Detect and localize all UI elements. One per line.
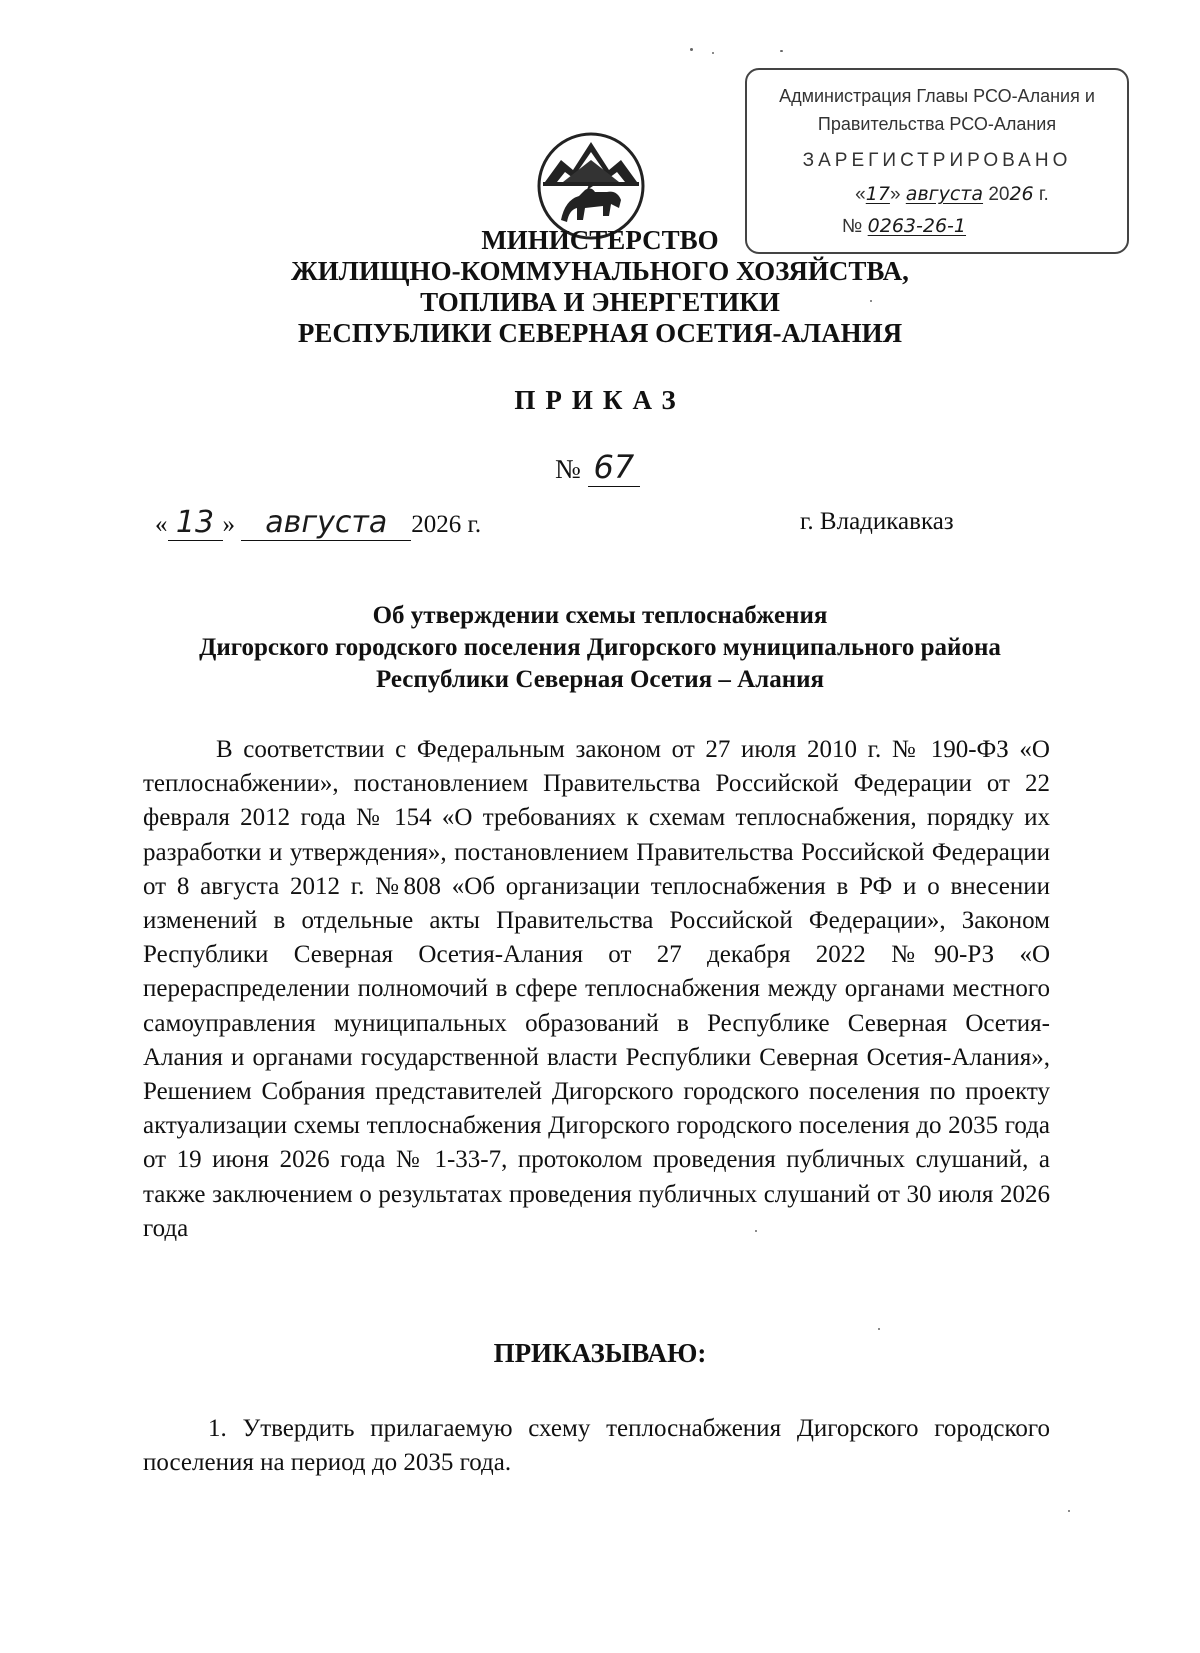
stamp-date-sep: »	[889, 184, 901, 205]
stamp-date	[777, 183, 1127, 206]
preamble-paragraph: В соответствии с Федеральным законом от 27 июля 2010 г. № 190-ФЗ «О теплоснабжении», постановлением Правительства Российской Федерации от 22 февраля 2012 года № 154 «О требованиях к схемам теплоснабжения, порядку их разработки и утверждения», постановлением Правительства Российской Федерации от 8 августа 2012 г. №808 «Об организации теплоснабжения в РФ и о внесении изменений в отдельные акты Правительства Российской Федерации», Законом Республики Северная Осетия-Алания от 27 декабря 2022 №90-РЗ «О перераспределении полномочий в сфере теплоснабжения между органами местного самоуправления муниципальных образований в Республике Северная Осетия-Алания и органами государственной власти Республики Северная Осетия-Алания», Решением Собрания представителей Дигорского городского поселения по проекту актуализации схемы теплоснабжения Дигорского городского поселения до 2035 года от 19 июня 2026 года № 1-33-7, протоколом проведения публичных слушаний, а также заключением о результатах проведения публичных слушаний от 30 июля 2026 года	[143, 736, 1050, 1242]
order-date-close: »	[222, 511, 235, 538]
header-line2: ЖИЛИЩНО-КОММУНАЛЬНОГО ХОЗЯЙСТВА,	[291, 256, 909, 286]
stamp-date-open: «	[855, 184, 866, 205]
order-date-month: августа	[241, 505, 411, 541]
order-number	[555, 448, 640, 486]
scan-speck	[780, 50, 783, 52]
order-date	[155, 505, 481, 541]
subject-line2: Дигорского городского поселения Дигорского муниципального района	[199, 634, 1001, 661]
stamp-line1: Администрация Главы РСО-Алания и	[779, 86, 1095, 106]
scan-speck	[755, 1230, 757, 1232]
stamp-number-value: 0263-26-1	[867, 215, 967, 237]
scan-speck	[1068, 1510, 1070, 1512]
command-heading: ПРИКАЗЫВАЮ:	[493, 1338, 707, 1368]
order-number-prefix: №	[555, 454, 581, 484]
stamp-line2: Правительства РСО-Алания	[817, 114, 1057, 134]
scan-speck	[878, 1328, 880, 1330]
stamp-number-prefix: №	[842, 216, 863, 237]
subject-line3: Республики Северная Осетия – Алания	[375, 666, 825, 693]
subject-line1: Об утверждении схемы теплоснабжения	[372, 602, 828, 629]
header-line1: МИНИСТЕРСТВО	[481, 225, 719, 255]
stamp-status: ЗАРЕГИСТРИРОВАНО	[802, 150, 1072, 171]
order-number-value: 67	[588, 448, 641, 487]
order-date-day: 13	[168, 505, 223, 541]
stamp-date-day: 17	[865, 183, 890, 205]
order-city: г. Владикавказ	[800, 508, 954, 535]
order-title: ПРИКАЗ	[514, 385, 686, 415]
scan-speck	[690, 48, 693, 51]
order-subject	[100, 600, 1100, 696]
stamp-date-month: августа	[905, 183, 984, 205]
order-item: 1. Утвердить прилагаемую схему теплоснабжения Дигорского городского поселения на период до 2035 года.	[143, 1415, 1050, 1476]
stamp-date-year-suffix: г.	[1033, 184, 1049, 205]
order-date-year: 2026 г.	[411, 511, 482, 538]
stamp-date-year-prefix: 20	[988, 184, 1010, 205]
header-line3: ТОПЛИВА И ЭНЕРГЕТИКИ	[420, 287, 780, 317]
header-line4: РЕСПУБЛИКИ СЕВЕРНАЯ ОСЕТИЯ-АЛАНИЯ	[297, 318, 903, 348]
scan-speck	[870, 300, 872, 302]
order-date-open: «	[155, 511, 168, 538]
scan-speck	[712, 52, 714, 54]
stamp-date-year: 26	[1009, 183, 1034, 205]
